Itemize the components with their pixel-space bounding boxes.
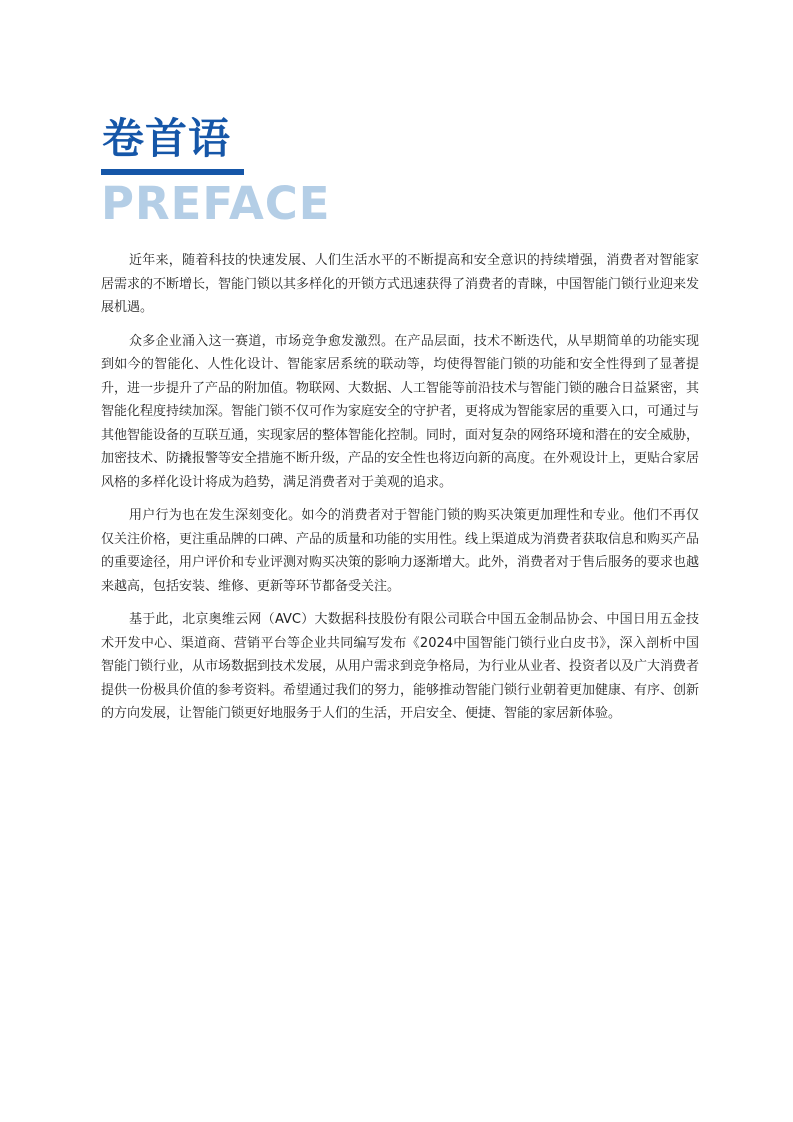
- title-underline: [101, 169, 244, 175]
- page-subtitle: PREFACE: [101, 177, 331, 230]
- paragraph-2: 众多企业涌入这一赛道，市场竞争愈发激烈。在产品层面，技术不断迭代，从早期简单的功能实现到如今的智能化、人性化设计、智能家居系统的联动等，均使得智能门锁的功能和安全性得到了显著提升，进一步提升了产品的附加值。物联网、大数据、人工智能等前沿技术与智能门锁的融合日益紧密，其智能化程度持续加深。智能门锁不仅可作为家庭安全的守护者，更将成为智能家居的重要入口，可通过与其他智能设备的互联互通，实现家居的整体智能化控制。同时，面对复杂的网络环境和潜在的安全威胁，加密技术、防撬报警等安全措施不断升级，产品的安全性也将迈向新的高度。在外观设计上，更贴合家居风格的多样化设计将成为趋势，满足消费者对于美观的追求。: [101, 333, 700, 490]
- paragraph-4: 基于此，北京奥维云网（AVC）大数据科技股份有限公司联合中国五金制品协会、中国日用五金技术开发中心、渠道商、营销平台等企业共同编写发布《2024中国智能门锁行业白皮书》，深入剖析中国智能门锁行业，从市场数据到技术发展，从用户需求到竞争格局，为行业从业者、投资者以及广大消费者提供一份极具价值的参考资料。希望通过我们的努力，能够推动智能门锁行业朝着更加健康、有序、创新的方向发展，让智能门锁更好地服务于人们的生活，开启安全、便捷、智能的家居新体验。: [101, 612, 700, 721]
- paragraph-3: 用户行为也在发生深刻变化。如今的消费者对于智能门锁的购买决策更加理性和专业。他们不再仅仅关注价格，更注重品牌的口碑、产品的质量和功能的实用性。线上渠道成为消费者获取信息和购买产品的重要途径，用户评价和专业评测对购买决策的影响力逐渐增大。此外，消费者对于售后服务的要求也越来越高，包括安装、维修、更新等环节都备受关注。: [101, 508, 700, 594]
- preface-body: [101, 249, 699, 736]
- paragraph-1: 近年来，随着科技的快速发展、人们生活水平的不断提高和安全意识的持续增强，消费者对智能家居需求的不断增长，智能门锁以其多样化的开锁方式迅速获得了消费者的青睐，中国智能门锁行业迎来发展机遇。: [101, 253, 700, 315]
- page-title: 卷首语: [102, 114, 232, 163]
